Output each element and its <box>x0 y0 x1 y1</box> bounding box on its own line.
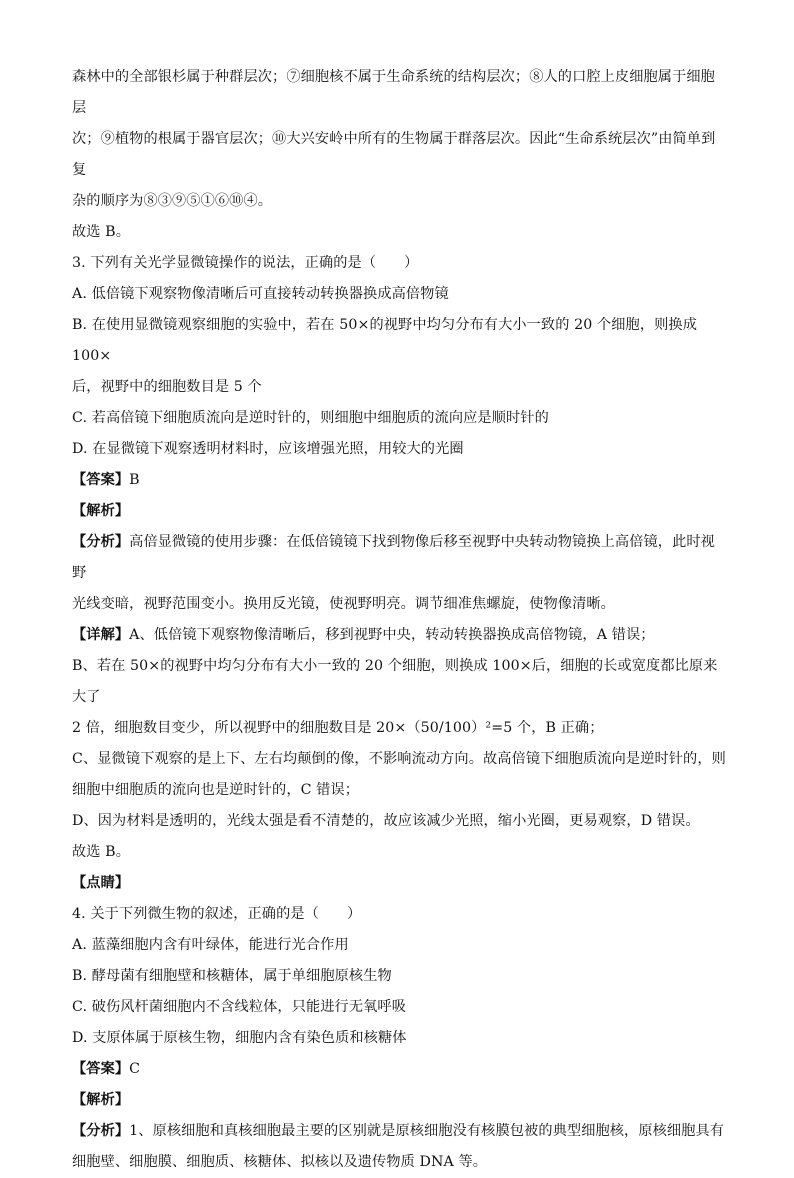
question-4-stem: 4. 关于下列微生物的叙述，正确的是（ ） <box>72 906 362 922</box>
intro-choose: 故选 B。 <box>72 224 130 240</box>
question-4-analysis-line: 细胞壁、细胞膜、细胞质、核糖体、拟核以及遗传物质 DNA 等。 <box>72 1154 488 1170</box>
question-4-option-b: B. 酵母菌有细胞壁和核糖体，属于单细胞原核生物 <box>72 968 392 984</box>
question-3-option-c: C. 若高倍镜下细胞质流向是逆时针的，则细胞中细胞质的流向应是顺时针的 <box>72 410 549 426</box>
question-3-option-d: D. 在显微镜下观察透明材料时，应该增强光照，用较大的光圈 <box>72 441 464 457</box>
question-3-option-b-cont: 后，视野中的细胞数目是 5 个 <box>72 379 262 395</box>
question-3-analysis-line: D、因为材料是透明的，光线太强是看不清楚的，故应该减少光照，缩小光圈，更易观察，D 错误。 <box>72 813 700 829</box>
intro-line-2: 次；⑨植物的根属于器官层次；⑩大兴安岭中所有的生物属于群落层次。因此“生命系统层次”由简单到复 <box>72 131 716 178</box>
question-4-option-c: C. 破伤风杆菌细胞内不含线粒体，只能进行无氧呼吸 <box>72 999 406 1015</box>
question-3-stem: 3. 下列有关光学显微镜操作的说法，正确的是（ ） <box>72 255 419 271</box>
question-4-answer: 【答案】C <box>72 1061 141 1077</box>
question-3-option-b: B. 在使用显微镜观察细胞的实验中，若在 50×的视野中均匀分布有大小一致的 20 个细胞，则换成 100× <box>72 317 697 364</box>
question-3-analysis-line: 故选 B。 <box>72 844 130 860</box>
question-3-analysis-line: 细胞中细胞质的流向也是逆时针的，C 错误； <box>72 782 360 798</box>
document-body <box>72 62 726 1178</box>
question-3-analysis-line: B、若在 50×的视野中均匀分布有大小一致的 20 个细胞，则换成 100×后，细胞的长或宽度都比原来大了 <box>72 658 718 705</box>
question-3-analysis-heading: 【解析】 <box>72 503 130 519</box>
question-4-analysis-heading: 【解析】 <box>72 1092 130 1108</box>
question-3-analysis-line: 【详解】A、低倍镜下观察物像清晰后，移到视野中央，转动转换器换成高倍物镜，A 错误； <box>72 627 655 643</box>
question-3-analysis-line: C、显微镜下观察的是上下、左右均颠倒的像，不影响流动方向。故高倍镜下细胞质流向是逆时针的，则 <box>72 751 726 767</box>
question-3-analysis-line: 2 倍，细胞数目变少，所以视野中的细胞数目是 20×（50/100）²=5 个，B 正确； <box>72 720 604 736</box>
question-3-analysis-line: 光线变暗，视野范围变小。换用反光镜，使视野明亮。调节细准焦螺旋，使物像清晰。 <box>72 596 615 612</box>
question-3-option-a: A. 低倍镜下观察物像清晰后可直接转动转换器换成高倍物镜 <box>72 286 449 302</box>
question-4-option-d: D. 支原体属于原核生物，细胞内含有染色质和核糖体 <box>72 1030 407 1046</box>
question-4-option-a: A. 蓝藻细胞内含有叶绿体，能进行光合作用 <box>72 937 349 953</box>
question-3-comment-heading: 【点睛】 <box>72 875 130 891</box>
intro-line-3: 杂的顺序为⑧③⑨⑤①⑥⑩④。 <box>72 193 273 209</box>
intro-line-1: 森林中的全部银杉属于种群层次；⑦细胞核不属于生命系统的结构层次；⑧人的口腔上皮细胞属于细胞层 <box>72 69 715 116</box>
question-4-analysis-line: 【分析】1、原核细胞和真核细胞最主要的区别就是原核细胞没有核膜包被的典型细胞核，原核细胞具有 <box>72 1123 725 1139</box>
question-3-analysis-line: 【分析】高倍显微镜的使用步骤：在低倍镜镜下找到物像后移至视野中央转动物镜换上高倍镜，此时视野 <box>72 534 715 581</box>
question-3-answer: 【答案】B <box>72 472 140 488</box>
